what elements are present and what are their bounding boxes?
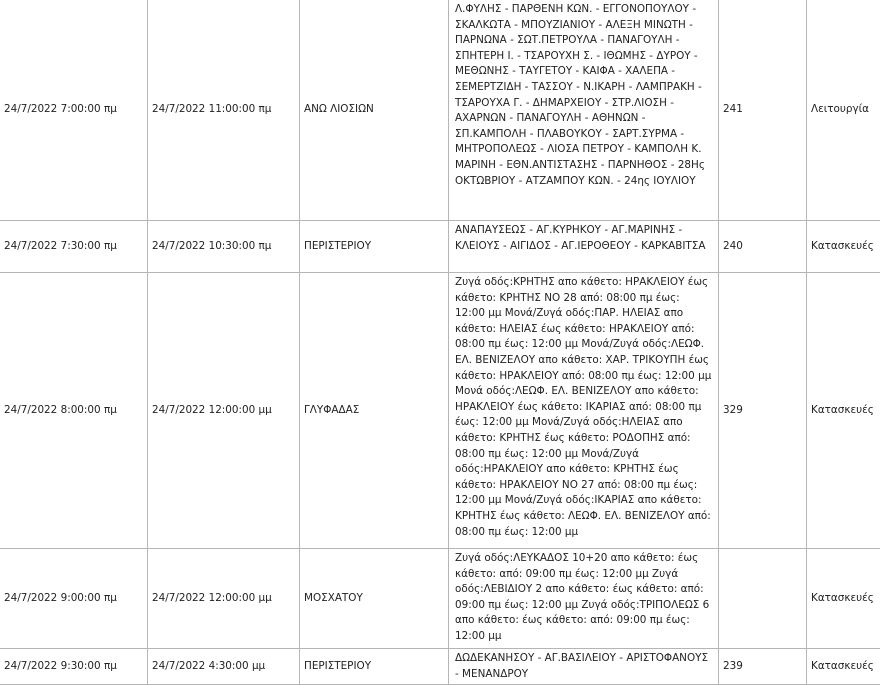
end-time-cell: 24/7/2022 11:00:00 πμ: [148, 0, 300, 221]
start-time-cell: 24/7/2022 9:30:00 πμ: [0, 649, 148, 685]
type-cell: Κατασκευές: [807, 273, 880, 549]
table-row: [0, 273, 880, 549]
type-cell: Κατασκευές: [807, 221, 880, 273]
end-time-cell: 24/7/2022 12:00:00 μμ: [148, 273, 300, 549]
type-cell: Λειτουργία: [807, 0, 880, 221]
table-row: [0, 0, 880, 221]
code-cell: 329: [719, 273, 807, 549]
type-cell: Κατασκευές: [807, 549, 880, 649]
type-cell: Κατασκευές: [807, 649, 880, 685]
municipality-cell: ΓΛΥΦΑΔΑΣ: [300, 273, 449, 549]
code-cell: 239: [719, 649, 807, 685]
table-row: [0, 221, 880, 273]
municipality-cell: ΜΟΣΧΑΤΟΥ: [300, 549, 449, 649]
municipality-cell: ΑΝΩ ΛΙΟΣΙΩΝ: [300, 0, 449, 221]
code-cell: 241: [719, 0, 807, 221]
code-cell: 240: [719, 221, 807, 273]
table-row: [0, 649, 880, 685]
start-time-cell: 24/7/2022 9:00:00 πμ: [0, 549, 148, 649]
affected-streets-cell: Ζυγά οδός:ΚΡΗΤΗΣ απο κάθετο: ΗΡΑΚΛΕΙΟΥ έως κάθετο: ΚΡΗΤΗΣ ΝΟ 28 από: 08:00 πμ έως: 12:00 μμ Μονά/Ζυγά οδός:ΠΑΡ. ΗΛΕΙΑΣ απο κάθετο: ΗΛΕΙΑΣ έως κάθετο: ΗΡΑΚΛΕΙΟΥ από: 08:00 πμ έως: 12:00 μμ Μονά/Ζυγά οδός:ΛΕΩΦ. ΕΛ. ΒΕΝΙΖΕΛΟΥ απο κάθετο: ΧΑΡ. ΤΡΙΚΟΥΠΗ έως κάθετο: ΗΡΑΚΛΕΙΟΥ από: 08:00 πμ έως: 12:00 μμ Μονά οδός:ΛΕΩΦ. ΕΛ. ΒΕΝΙΖΕΛΟΥ απο κάθετο: ΗΡΑΚΛΕΙΟΥ έως κάθετο: ΙΚΑΡΙΑΣ από: 08:00 πμ έως: 12:00 μμ Μονά/Ζυγά οδός:ΗΛΕΙΑΣ απο κάθετο: ΚΡΗΤΗΣ έως κάθετο: ΡΟΔΟΠΗΣ από: 08:00 πμ έως: 12:00 μμ Μονά/Ζυγά οδός:ΗΡΑΚΛΕΙΟΥ απο κάθετο: ΚΡΗΤΗΣ έως κάθετο: ΗΡΑΚΛΕΙΟΥ ΝΟ 27 από: 08:00 πμ έως: 12:00 μμ Μονά/Ζυγά οδός:ΙΚΑΡΙΑΣ απο κάθετο: ΚΡΗΤΗΣ έως κάθετο: ΛΕΩΦ. ΕΛ. ΒΕΝΙΖΕΛΟΥ από: 08:00 πμ έως: 12:00 μμ: [449, 273, 719, 549]
code-cell: [719, 549, 807, 649]
end-time-cell: 24/7/2022 10:30:00 πμ: [148, 221, 300, 273]
end-time-cell: 24/7/2022 12:00:00 μμ: [148, 549, 300, 649]
end-time-cell: 24/7/2022 4:30:00 μμ: [148, 649, 300, 685]
municipality-cell: ΠΕΡΙΣΤΕΡΙΟΥ: [300, 221, 449, 273]
affected-streets-cell: Λ.ΦΥΛΗΣ - ΠΑΡΘΕΝΗ ΚΩΝ. - ΕΓΓΟΝΟΠΟΥΛΟΥ - ΣΚΑΛΚΩΤΑ - ΜΠΟΥΖΙΑΝΙΟΥ - ΑΛΕΞΗ ΜΙΝΩΤΗ - ΠΑΡΝΩΝΑ - ΣΩΤ.ΠΕΤΡΟΥΛΑ - ΠΑΝΑΓΟΥΛΗ - ΣΠΗΤΕΡΗ Ι. - ΤΣΑΡΟΥΧΗ Σ. - ΙΘΩΜΗΣ - ΔΥΡΟΥ - ΜΕΘΩΝΗΣ - ΤΑΥΓΕΤΟΥ - ΚΑΙΦΑ - ΧΑΛΕΠΑ - ΣΕΜΕΡΤΖΙΔΗ - ΤΑΣΣΟΥ - Ν.ΙΚΑΡΗ - ΛΑΜΠΡΑΚΗ - ΤΣΑΡΟΥΧΑ Γ. - ΔΗΜΑΡΧΕΙΟΥ - ΣΤΡ.ΛΙΟΣΗ - ΑΧΑΡΝΩΝ - ΠΑΝΑΓΟΥΛΗ - ΑΘΗΝΩΝ - ΣΠ.ΚΑΜΠΟΛΗ - ΠΛΑΒΟΥΚΟΥ - ΣΑΡΤ.ΣΥΡΜΑ - ΜΗΤΡΟΠΟΛΕΩΣ - ΛΙΟΣΑ ΠΕΤΡΟΥ - ΚΑΜΠΟΛΗ Κ. ΜΑΡΙΝΗ - ΕΘΝ.ΑΝΤΙΣΤΑΣΗΣ - ΠΑΡΝΗΘΟΣ - 28Ης ΟΚΤΩΒΡΙΟΥ - ΑΤΖΑΜΠΟΥ ΚΩΝ. - 24ης ΙΟΥΛΙΟΥ: [449, 0, 719, 221]
affected-streets-cell: ΔΩΔΕΚΑΝΗΣΟΥ - ΑΓ.ΒΑΣΙΛΕΙΟΥ - ΑΡΙΣΤΟΦΑΝΟΥΣ - ΜΕΝΑΝΔΡΟΥ: [449, 649, 719, 685]
start-time-cell: 24/7/2022 7:00:00 πμ: [0, 0, 148, 221]
affected-streets-cell: Ζυγά οδός:ΛΕΥΚΑΔΟΣ 10+20 απο κάθετο: έως κάθετο: από: 09:00 πμ έως: 12:00 μμ Ζυγά οδός:ΛΕΒΙΔΙΟΥ 2 απο κάθετο: έως κάθετο: από: 09:00 πμ έως: 12:00 μμ Ζυγά οδός:ΤΡΙΠΟΛΕΩΣ 6 απο κάθετο: έως κάθετο: από: 09:00 πμ έως: 12:00 μμ: [449, 549, 719, 649]
start-time-cell: 24/7/2022 7:30:00 πμ: [0, 221, 148, 273]
affected-streets-cell: ΑΝΑΠΑΥΣΕΩΣ - ΑΓ.ΚΥΡΗΚΟΥ - ΑΓ.ΜΑΡΙΝΗΣ - ΚΛΕΙΟΥΣ - ΑΙΓΙΔΟΣ - ΑΓ.ΙΕΡΟΘΕΟΥ - ΚΑΡΚΑΒΙΤΣΑ: [449, 221, 719, 273]
start-time-cell: 24/7/2022 8:00:00 πμ: [0, 273, 148, 549]
table-row: [0, 549, 880, 649]
municipality-cell: ΠΕΡΙΣΤΕΡΙΟΥ: [300, 649, 449, 685]
